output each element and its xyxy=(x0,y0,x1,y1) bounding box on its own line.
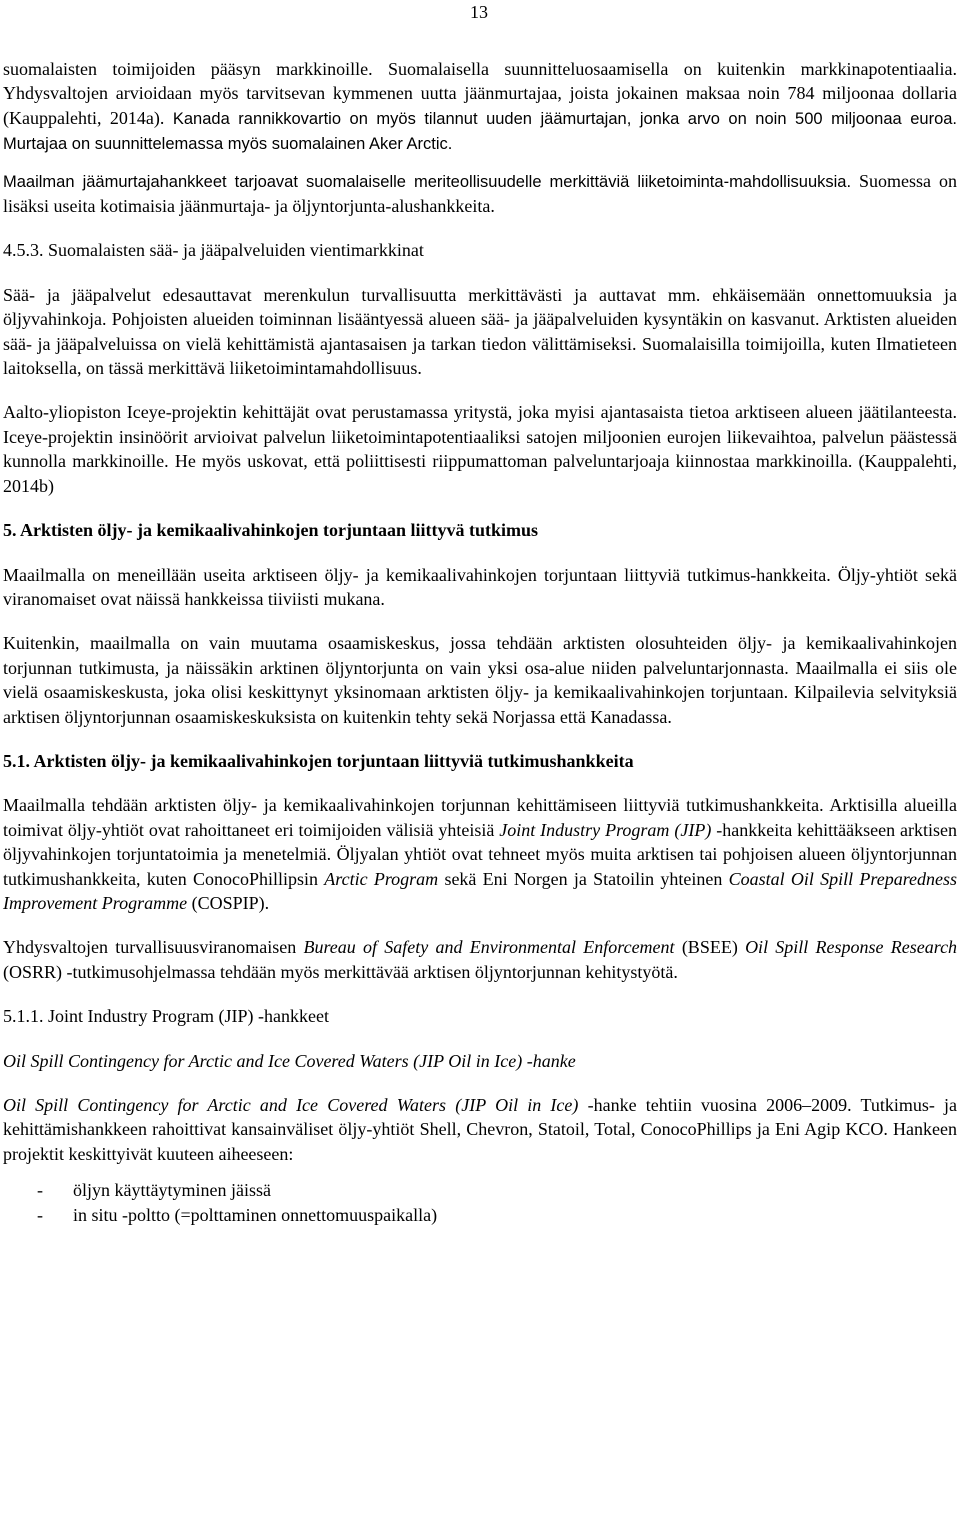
paragraph-text: sekä Eni Norgen ja Statoilin yhteinen xyxy=(444,868,723,889)
paragraph-text: -hankkeita kehittääkseen arktisen öljyvahinkojen torjuntatoimia ja menetelmiä. Öljyalan yhtiöt ovat tehneet myös muita arktisen tai pohjoisen alueen öljyntorjunnan tutkimushankkeita, kuten ConocoPhillipsin xyxy=(3,819,957,889)
paragraph-iceye: Aalto-yliopiston Iceye-projektin kehittäjät ovat perustamassa yritystä, joka myisi ajantasaista tietoa arktiseen alueen jäätilanteesta. Iceye-projektin insinöörit arvioivat palvelun liiketoimintapotentiaaliksi satojen miljoonien eurojen liikevaihtoa, palvelun päästessä kunnolla markkinoille. He myös uskovat, että poliittisesti riippumattoman palveluntarjoaja kiinnostaa markkinoilla. (Kauppalehti, 2014b) xyxy=(3,402,957,496)
section-heading-5-1: 5.1. Arktisten öljy- ja kemikaalivahinkojen torjuntaan liittyviä tutkimushankkeita xyxy=(3,750,634,771)
program-name-cospip: Coastal Oil Spill Preparedness Improvement Programme xyxy=(3,868,958,913)
subheading-jip-oil-in-ice: Oil Spill Contingency for Arctic and Ice Covered Waters (JIP Oil in Ice) -hanke xyxy=(3,1050,576,1071)
section-heading-5-1-1: 5.1.1. Joint Industry Program (JIP) -hankkeet xyxy=(3,1006,329,1027)
paragraph-icebreaker-opportunities xyxy=(3,169,957,219)
paragraph-text: Maailmalla tehdään arktisten öljy- ja kemikaalivahinkojen torjunnan kehittämiseen liittyviä tutkimushankkeita. Arktisilla alueilla toimivat öljy-yhtiöt ovat rahoittaneet eri toimijoiden välisiä yhteisiä xyxy=(3,795,957,840)
agency-name-bsee: Bureau of Safety and Environmental Enforcement xyxy=(303,937,675,958)
paragraph-jip-overview xyxy=(3,793,957,915)
list-item xyxy=(3,1203,957,1227)
paragraph-competence-centers: Kuitenkin, maailmalla on vain muutama osaamiskeskus, jossa tehdään arktisten olosuhteiden öljy- ja kemikaalivahinkojen torjunnan tutkimusta, ja näissäkin arktinen öljyntorjunta on vain yksi osa-alue niiden palveluntarjonnasta. Maailmalla ei siis ole vielä osaamiskeskusta, joka olisi keskittynyt yksinomaan arktisten öljy- ja kemikaalivahinkojen torjuntaan. Kilpailevia selvityksiä arktisen öljyntorjunnan osaamiskeskuksista on kuitenkin tehty sekä Norjassa että Kanadassa. xyxy=(3,633,957,727)
paragraph-jip-oil-in-ice xyxy=(3,1093,957,1166)
paragraph-weather-ice-services: Sää- ja jääpalvelut edesauttavat merenkulun turvallisuutta merkittävästi ja auttavat mm. ehkäisemään onnettomuuksia ja öljyvahinkoja. Pohjoisten alueiden toiminnan lisääntyessä alueen sää- ja jääpalveluiden kysyntäkin on kasvanut. Arktisten alueiden sää- ja jääpalveluissa on vielä kehittämistä ajantasaisen ja tarkan tiedon välittämiseksi. Suomalaisilla toimijoilla, kuten Ilmatieteen laitoksella, on tässä merkittävä liiketoimintamahdollisuus. xyxy=(3,284,957,379)
paragraph-text: suomalaisten toimijoiden pääsyn markkinoille. Suomalaisella suunnitteluosaamisella on kuitenkin markkinapotentiaalia. Yhdysvaltojen arvioidaan myös tarvitsevan kymmenen uutta jäänmurtajaa, joista jokainen maksaa noin 784 miljoonaa dollaria (Kauppalehti, 2014a). xyxy=(3,59,957,128)
section-heading-5: 5. Arktisten öljy- ja kemikaalivahinkojen torjuntaan liittyvä tutkimus xyxy=(3,520,539,541)
page-number: 13 xyxy=(470,2,488,22)
program-name-osrr: Oil Spill Response Research xyxy=(745,937,958,958)
topic-list xyxy=(3,1178,957,1227)
program-name-jip: Joint Industry Program (JIP) xyxy=(499,819,712,840)
paragraph-text: -hanke tehtiin vuosina 2006–2009. Tutkimus- ja kehittämishankkeen rahoittivat kansainväliset öljy-yhtiöt Shell, Chevron, Statoil, Total, ConocoPhillips ja Eni Agip KCO. Hankeen projektit keskittyivät kuuteen aiheeseen: xyxy=(3,1095,957,1164)
section-heading-4-5-3: 4.5.3. Suomalaisten sää- ja jääpalveluiden vientimarkkinat xyxy=(3,240,424,261)
program-name-arctic: Arctic Program xyxy=(324,868,439,889)
list-item xyxy=(3,1178,957,1202)
paragraph-text: Yhdysvaltojen turvallisuusviranomaisen xyxy=(3,937,297,958)
paragraph-text: (COSPIP). xyxy=(191,892,270,913)
list-item-text: in situ -poltto (=polttaminen onnettomuuspaikalla) xyxy=(73,1204,438,1225)
list-bullet: - xyxy=(37,1204,43,1225)
paragraph-text: (OSRR) -tutkimusohjelmassa tehdään myös merkittävää arktisen öljyntorjunnan kehitystyötä. xyxy=(3,961,678,982)
program-name-jip-oil-in-ice: Oil Spill Contingency for Arctic and Ice Covered Waters (JIP Oil in Ice) xyxy=(3,1095,579,1115)
list-item-text: öljyn käyttäytyminen jäissä xyxy=(73,1180,271,1201)
paragraph-research-projects: Maailmalla on meneillään useita arktiseen öljy- ja kemikaalivahinkojen torjuntaan liittyviä tutkimus-hankkeita. Öljy-yhtiöt sekä viranomaiset ovat näissä hankkeissa tiiviisti mukana. xyxy=(3,564,957,609)
page-content xyxy=(3,57,957,1227)
paragraph-text: (BSEE) xyxy=(681,937,738,958)
paragraph-text: Suomessa on lisäksi useita kotimaisia jäänmurtaja- ja öljyntorjunta-alushankkeita. xyxy=(3,170,958,217)
paragraph-bsee xyxy=(3,935,957,984)
list-bullet: - xyxy=(37,1180,43,1201)
paragraph-icebreaker-market xyxy=(3,57,957,157)
paragraph-text: Kanada rannikkovartio on myös tilannut uuden jäämurtajan, jonka arvo on noin 500 miljoonaa euroa. Murtajaa on suunnittelemassa myös suomalainen Aker Arctic. xyxy=(3,109,958,154)
paragraph-text: Maailman jäämurtajahankkeet tarjoavat suomalaiselle meriteollisuudelle merkittäviä liiketoiminta-mahdollisuuksia. xyxy=(3,172,852,191)
